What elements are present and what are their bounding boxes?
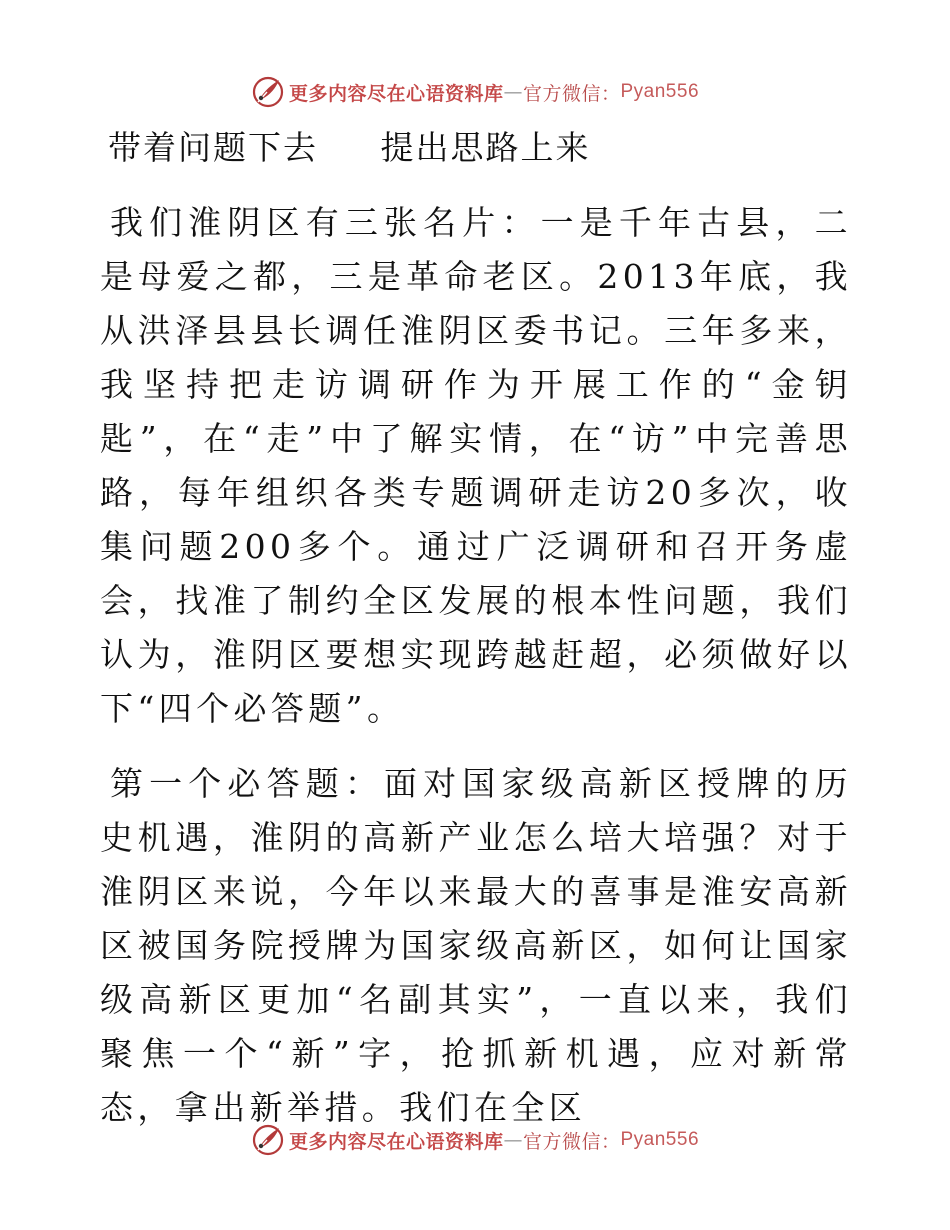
banner-brand-text: 更多内容尽在心语资料库 — [288, 1130, 504, 1153]
banner-brand-text: 更多内容尽在心语资料库 — [288, 82, 504, 105]
banner-official-label: 官方微信： — [522, 1130, 621, 1153]
banner-dash: — — [503, 1129, 523, 1151]
paragraph-first-question: 第一个必答题：面对国家级高新区授牌的历史机遇，淮阴的高新产业怎么培大培强？对于淮阴区来说，今年以来最大的喜事是淮安高新区被国务院授牌为国家级高新区，如何让国家级高新区更加“名副其实”，一直以来，我们聚焦一个“新”字，抢抓新机遇，应对新常态，拿出新举措。我们在全区 — [100, 764, 852, 1127]
document-body — [100, 124, 852, 1135]
feather-pen-logo-icon — [251, 75, 285, 109]
document-title: 带着问题下去 提出思路上来 — [108, 128, 591, 167]
paragraph-intro: 我们淮阴区有三张名片：一是千年古县，二是母爱之都，三是革命老区。2013年底，我从洪泽县县长调任淮阴区委书记。三年多来，我坚持把走访调研作为开展工作的“金钥匙”，在“走”中了解实情，在“访”中完善思路，每年组织各类专题调研走访20多次，收集问题200多个。通过广泛调研和召开务虚会，找准了制约全区发展的根本性问题，我们认为，淮阴区要想实现跨越赶超，必须做好以下“四个必答题”。 — [100, 203, 852, 728]
banner-dash: — — [503, 81, 523, 103]
banner-wechat-id: Pyan556 — [620, 81, 700, 102]
banner-wechat-id: Pyan556 — [620, 1129, 700, 1150]
feather-pen-logo-icon — [251, 1123, 285, 1157]
header-watermark-banner — [0, 72, 950, 112]
footer-watermark-banner — [0, 1120, 950, 1160]
banner-official-label: 官方微信： — [522, 82, 621, 105]
